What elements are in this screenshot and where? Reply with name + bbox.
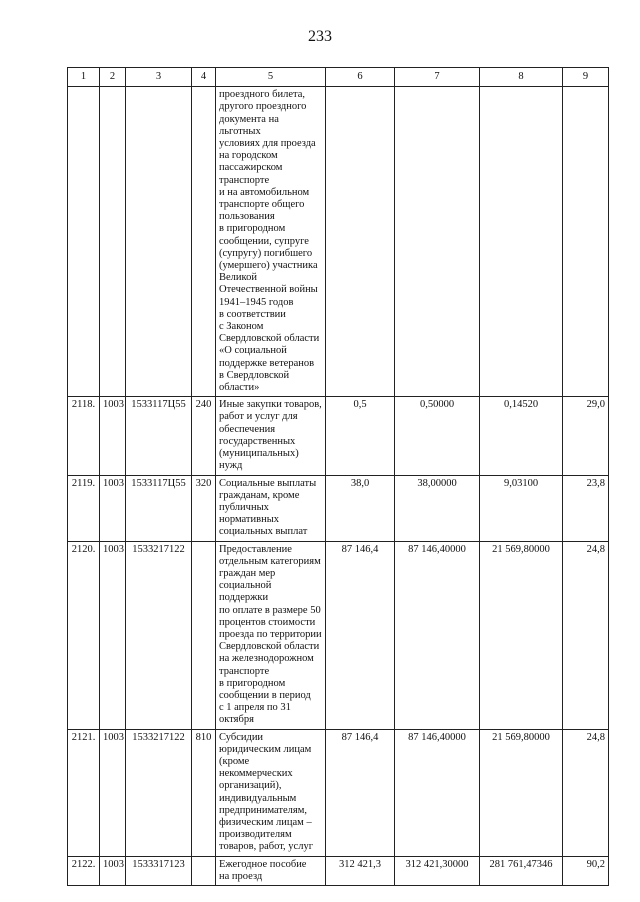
- execution-percent: 90,2: [563, 856, 609, 885]
- column-header-6: 6: [326, 68, 395, 87]
- expense-type-code: [192, 541, 216, 729]
- target-code: [126, 87, 192, 397]
- column-header-2: 2: [100, 68, 126, 87]
- column-header-8: 8: [480, 68, 563, 87]
- item-name: проездного билета, другого проездного документа на льготных условиях для проезда на городском пассажирском транспорте и на автомобильном транспорте общего пользования в пригородном сообщении, супруге (супругу) погибшего (умершего) участника Великой Отечественной войны 1941–1945 годов в соответствии с Законом Свердловской области «О социальной поддержке ветеранов в Свердловской области»: [216, 87, 326, 397]
- executed-amount: 0,14520: [480, 397, 563, 475]
- execution-percent: 23,8: [563, 475, 609, 541]
- executed-amount: 21 569,80000: [480, 729, 563, 856]
- executed-amount: 281 761,47346: [480, 856, 563, 885]
- plan-amount: 87 146,4: [326, 541, 395, 729]
- column-header-4: 4: [192, 68, 216, 87]
- column-header-1: 1: [68, 68, 100, 87]
- table-row: [68, 475, 609, 541]
- expense-type-code: 240: [192, 397, 216, 475]
- refined-amount: [395, 87, 480, 397]
- section-code: 1003: [100, 397, 126, 475]
- refined-amount: 87 146,40000: [395, 541, 480, 729]
- target-code: 1533217122: [126, 729, 192, 856]
- section-code: 1003: [100, 475, 126, 541]
- execution-percent: 24,8: [563, 729, 609, 856]
- target-code: 1533117Ц55: [126, 475, 192, 541]
- executed-amount: 21 569,80000: [480, 541, 563, 729]
- budget-table: [67, 67, 609, 886]
- section-code: 1003: [100, 541, 126, 729]
- execution-percent: 29,0: [563, 397, 609, 475]
- column-header-5: 5: [216, 68, 326, 87]
- table-row: [68, 541, 609, 729]
- target-code: 1533317123: [126, 856, 192, 885]
- item-name: Социальные выплаты гражданам, кроме публичных нормативных социальных выплат: [216, 475, 326, 541]
- header-row: [68, 68, 609, 87]
- item-name: Иные закупки товаров, работ и услуг для обеспечения государственных (муниципальных) нужд: [216, 397, 326, 475]
- row-number: 2121.: [68, 729, 100, 856]
- target-code: 1533217122: [126, 541, 192, 729]
- refined-amount: 312 421,30000: [395, 856, 480, 885]
- expense-type-code: 320: [192, 475, 216, 541]
- row-number: 2120.: [68, 541, 100, 729]
- row-number: [68, 87, 100, 397]
- plan-amount: 0,5: [326, 397, 395, 475]
- section-code: [100, 87, 126, 397]
- refined-amount: 0,50000: [395, 397, 480, 475]
- table-row: [68, 397, 609, 475]
- table-row: [68, 87, 609, 397]
- column-header-7: 7: [395, 68, 480, 87]
- item-name: Предоставление отдельным категориям граждан мер социальной поддержки по оплате в размере 50 процентов стоимости проезда по территории Свердловской области на железнодорожном транспорте в пригородном сообщении в период с 1 апреля по 31 октября: [216, 541, 326, 729]
- refined-amount: 38,00000: [395, 475, 480, 541]
- table-row: [68, 729, 609, 856]
- section-code: 1003: [100, 856, 126, 885]
- row-number: 2119.: [68, 475, 100, 541]
- executed-amount: 9,03100: [480, 475, 563, 541]
- column-header-9: 9: [563, 68, 609, 87]
- expense-type-code: [192, 87, 216, 397]
- target-code: 1533117Ц55: [126, 397, 192, 475]
- execution-percent: [563, 87, 609, 397]
- execution-percent: 24,8: [563, 541, 609, 729]
- plan-amount: 312 421,3: [326, 856, 395, 885]
- plan-amount: 38,0: [326, 475, 395, 541]
- executed-amount: [480, 87, 563, 397]
- item-name: Субсидии юридическим лицам (кроме некоммерческих организаций), индивидуальным предпринимателям, физическим лицам – производителям товаров, работ, услуг: [216, 729, 326, 856]
- plan-amount: 87 146,4: [326, 729, 395, 856]
- table-row: [68, 856, 609, 885]
- item-name: Ежегодное пособие на проезд: [216, 856, 326, 885]
- column-header-3: 3: [126, 68, 192, 87]
- refined-amount: 87 146,40000: [395, 729, 480, 856]
- expense-type-code: [192, 856, 216, 885]
- page-number: 233: [308, 28, 332, 45]
- section-code: 1003: [100, 729, 126, 856]
- expense-type-code: 810: [192, 729, 216, 856]
- plan-amount: [326, 87, 395, 397]
- row-number: 2122.: [68, 856, 100, 885]
- row-number: 2118.: [68, 397, 100, 475]
